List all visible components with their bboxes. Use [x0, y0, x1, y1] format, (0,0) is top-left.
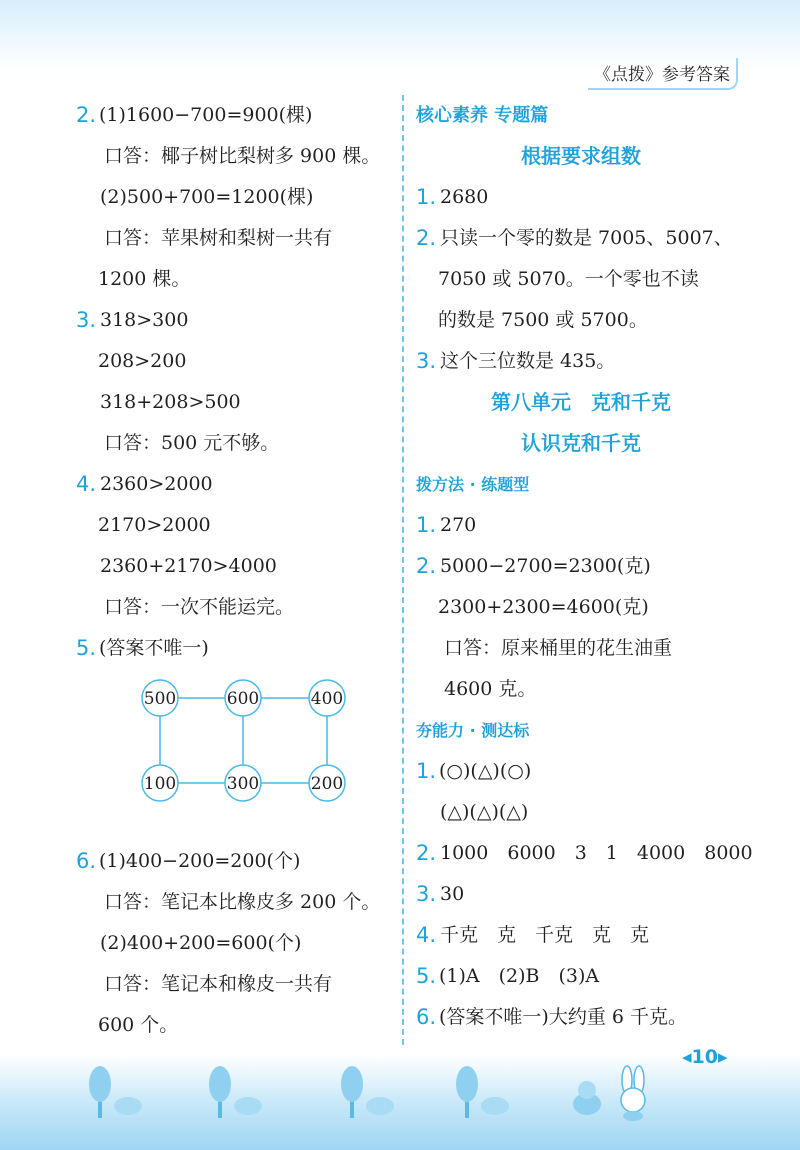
- answer-line: [416, 177, 746, 218]
- answer-line: [76, 423, 396, 464]
- page-number: [682, 1046, 728, 1068]
- answer-text: 口答：笔记本比橡皮多 200 个。: [104, 891, 381, 913]
- triangle-left-icon: ◂: [682, 1046, 692, 1068]
- answer-line: [76, 923, 396, 964]
- answer-line: [76, 882, 396, 923]
- left-column: [76, 95, 396, 1046]
- item-number: 1.: [416, 185, 437, 209]
- answer-line: [416, 505, 746, 546]
- subsection-label: 拨方法 · 练题型: [416, 475, 530, 494]
- answer-line: [416, 874, 746, 915]
- item-number: 3.: [76, 308, 97, 332]
- item-number: 1.: [416, 759, 437, 783]
- column-divider: [402, 95, 404, 1045]
- answer-line: [416, 956, 746, 997]
- answer-line: [76, 964, 396, 1005]
- item-number: 3.: [416, 882, 437, 906]
- answer-text: 的数是 7500 或 5700。: [438, 309, 648, 331]
- answer-line: [416, 751, 746, 792]
- item-number: 2.: [76, 103, 97, 127]
- node-value: 500: [143, 689, 177, 709]
- answer-text: 208>200: [98, 350, 187, 372]
- answer-line: [76, 382, 396, 423]
- answer-text: 口答：椰子树比梨树多 900 棵。: [104, 145, 381, 167]
- node-value: 600: [226, 689, 260, 709]
- item-number: 1.: [416, 513, 437, 537]
- answer-line: [76, 218, 396, 259]
- section-label: 核心素养 专题篇: [416, 105, 549, 126]
- item-number: 5.: [416, 964, 437, 988]
- answer-text: 318>300: [100, 309, 189, 331]
- tree-icon: [455, 1062, 515, 1122]
- answer-text: (2)400+200=600(个): [100, 932, 302, 954]
- answer-line: [76, 1005, 396, 1046]
- tree-icon: [88, 1062, 148, 1122]
- answer-text: 2170>2000: [98, 514, 211, 536]
- answer-line: [416, 997, 746, 1038]
- item-number: 5.: [76, 636, 97, 660]
- answer-line: [76, 628, 396, 669]
- section-title: 根据要求组数: [521, 144, 641, 168]
- answer-line: [416, 587, 746, 628]
- right-column: [416, 95, 753, 1038]
- answer-line: [416, 259, 746, 300]
- answer-text: 只读一个零的数是 7005、5007、: [440, 227, 733, 249]
- item-number: 4.: [76, 472, 97, 496]
- cartoon-rabbit-icon: [565, 1062, 655, 1122]
- answer-text: 口答：500 元不够。: [104, 432, 280, 454]
- answer-text: (答案不唯一): [99, 637, 209, 659]
- answer-text: (答案不唯一)大约重 6 千克。: [439, 1006, 687, 1028]
- answer-text: 千克 克 千克 克 克: [440, 924, 650, 946]
- answer-line: [76, 546, 396, 587]
- triangle-right-icon: ▸: [718, 1046, 728, 1068]
- answer-line: [76, 259, 396, 300]
- answer-text: 4600 克。: [444, 678, 537, 700]
- item-number: 4.: [416, 923, 437, 947]
- answer-text: 1000 6000 3 1 4000 8000: [440, 842, 753, 864]
- unit-title: 第八单元 克和千克: [491, 390, 671, 414]
- answer-text: 600 个。: [98, 1014, 179, 1036]
- answer-line: [416, 546, 746, 587]
- answer-text: 2360+2170>4000: [100, 555, 277, 577]
- answer-text: 2300+2300=4600(克): [438, 596, 649, 618]
- answer-line: [416, 218, 746, 259]
- answer-text: (○)(△)(○): [439, 760, 532, 782]
- answer-line: [76, 177, 396, 218]
- answer-line: [416, 341, 746, 382]
- item-number: 2.: [416, 226, 437, 250]
- answer-text: (△)(△)(△): [440, 801, 529, 823]
- answer-text: 1200 棵。: [98, 268, 191, 290]
- answer-text: 口答：原来桶里的花生油重: [444, 637, 673, 659]
- answer-text: (1)1600−700=900(棵): [99, 104, 313, 126]
- answer-text: 270: [440, 514, 477, 536]
- answer-line: [76, 505, 396, 546]
- bottom-row-circles: [142, 765, 345, 801]
- answer-line: [76, 341, 396, 382]
- item-number: 6.: [416, 1005, 437, 1029]
- item-number: 6.: [76, 849, 97, 873]
- page-number-value: 10: [691, 1046, 718, 1068]
- answer-text: 7050 或 5070。一个零也不读: [438, 268, 699, 290]
- answer-text: (1)400−200=200(个): [99, 850, 301, 872]
- answer-line: [416, 792, 746, 833]
- answer-line: [76, 587, 396, 628]
- answer-text: 2360>2000: [100, 473, 213, 495]
- item-number: 2.: [416, 841, 437, 865]
- answer-text: (1)A (2)B (3)A: [439, 965, 600, 987]
- subsection-label: 夯能力 · 测达标: [416, 721, 530, 740]
- answer-text: (2)500+700=1200(棵): [100, 186, 314, 208]
- node-value: 300: [226, 774, 260, 794]
- item-number: 3.: [416, 349, 437, 373]
- answer-line: [416, 300, 746, 341]
- answer-line: [76, 95, 396, 136]
- answer-line: [76, 841, 396, 882]
- answer-line: [416, 915, 746, 956]
- answer-text: 2680: [440, 186, 489, 208]
- node-value: 200: [310, 774, 344, 794]
- circle-diagram-svg: [131, 673, 351, 833]
- node-value: 100: [143, 774, 177, 794]
- answer-line: [416, 833, 753, 874]
- answer-text: 30: [440, 883, 465, 905]
- answer-key-tag: 《点拨》参考答案: [588, 58, 738, 90]
- node-value: 400: [310, 689, 344, 709]
- answer-text: 口答：笔记本和橡皮一共有: [104, 973, 333, 995]
- answer-line: [76, 136, 396, 177]
- answer-text: 这个三位数是 435。: [440, 350, 616, 372]
- number-circle-diagram: [76, 669, 396, 841]
- answer-line: [76, 464, 396, 505]
- answer-text: 口答：苹果树和梨树一共有: [104, 227, 333, 249]
- answer-text: 318+208>500: [100, 391, 241, 413]
- answer-line: [416, 628, 746, 669]
- lesson-title: 认识克和千克: [521, 431, 641, 455]
- tree-icon: [340, 1062, 400, 1122]
- answer-line: [76, 300, 396, 341]
- top-row-circles: [142, 680, 345, 716]
- answer-text: 口答：一次不能运完。: [104, 596, 295, 618]
- item-number: 2.: [416, 554, 437, 578]
- answer-line: [416, 669, 746, 710]
- tree-icon: [208, 1062, 268, 1122]
- answer-text: 5000−2700=2300(克): [440, 555, 651, 577]
